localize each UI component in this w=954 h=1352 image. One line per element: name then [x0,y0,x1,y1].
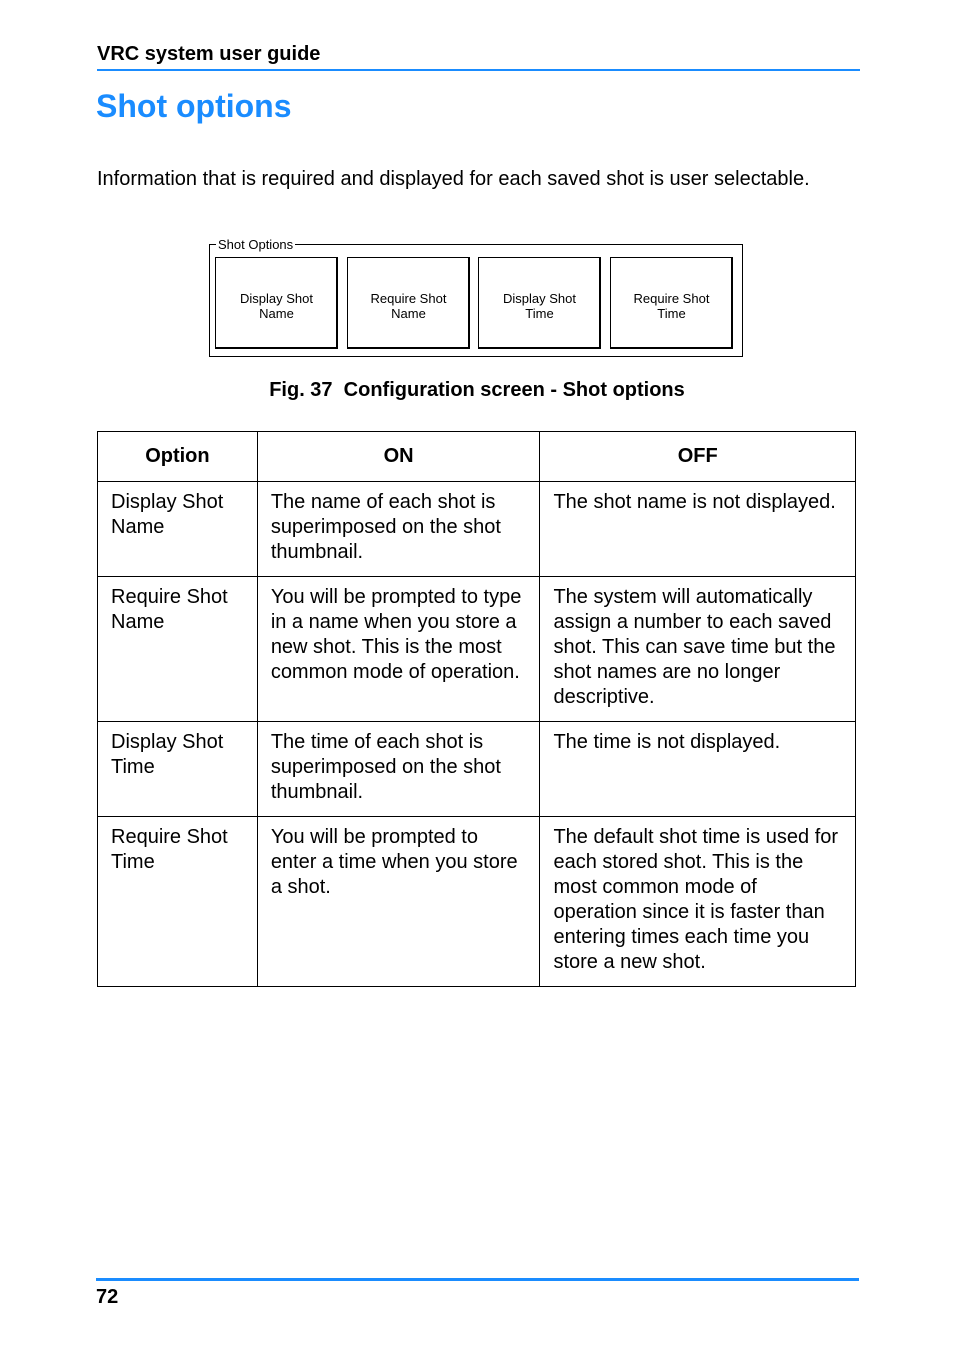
button-label-line: Require Shot [370,291,447,306]
on-cell: You will be prompted to type in a name when you store a new shot. This is the most common mode of operation. [257,577,540,722]
off-cell: The shot name is not displayed. [540,482,856,577]
button-label-line: Require Shot [633,291,710,306]
display-shot-name-button[interactable] [215,257,338,349]
off-cell: The time is not displayed. [540,722,856,817]
column-header-option: Option [98,432,258,482]
button-label-line: Name [259,306,294,321]
page-number: 72 [96,1286,119,1308]
table-header-row [98,432,856,482]
on-cell: The time of each shot is superimposed on the shot thumbnail. [257,722,540,817]
off-cell: The system will automatically assign a number to each saved shot. This can save time but the shot names are no longer descriptive. [540,577,856,722]
shot-options-table [97,431,856,987]
option-cell: Display Shot Time [98,722,258,817]
option-cell: Require Shot Time [98,817,258,987]
button-label-line: Time [525,306,554,321]
require-shot-name-button[interactable] [347,257,470,349]
column-header-off: OFF [540,432,856,482]
option-cell: Require Shot Name [98,577,258,722]
on-cell: You will be prompted to enter a time when you store a shot. [257,817,540,987]
table-row [98,817,856,987]
display-shot-time-button[interactable] [478,257,601,349]
button-label-line: Display Shot [240,291,313,306]
require-shot-time-button[interactable] [610,257,733,349]
table-row [98,722,856,817]
running-header: VRC system user guide [97,42,860,71]
on-cell: The name of each shot is superimposed on the shot thumbnail. [257,482,540,577]
intro-paragraph: Information that is required and displayed for each saved shot is user selectable. [97,168,810,190]
option-cell: Display Shot Name [98,482,258,577]
off-cell: The default shot time is used for each stored shot. This is the most common mode of operation since it is faster than entering times each time you store a new shot. [540,817,856,987]
button-label-line: Name [391,306,426,321]
table-row [98,577,856,722]
shot-options-group-label: Shot Options [218,237,294,252]
page-footer [96,1278,859,1309]
page-title: Shot options [96,88,292,124]
button-label-line: Display Shot [503,291,576,306]
figure-caption: Fig. 37 Configuration screen - Shot options [269,379,685,401]
shot-options-group [209,237,743,357]
column-header-on: ON [257,432,540,482]
button-label-line: Time [657,306,686,321]
table-row [98,482,856,577]
